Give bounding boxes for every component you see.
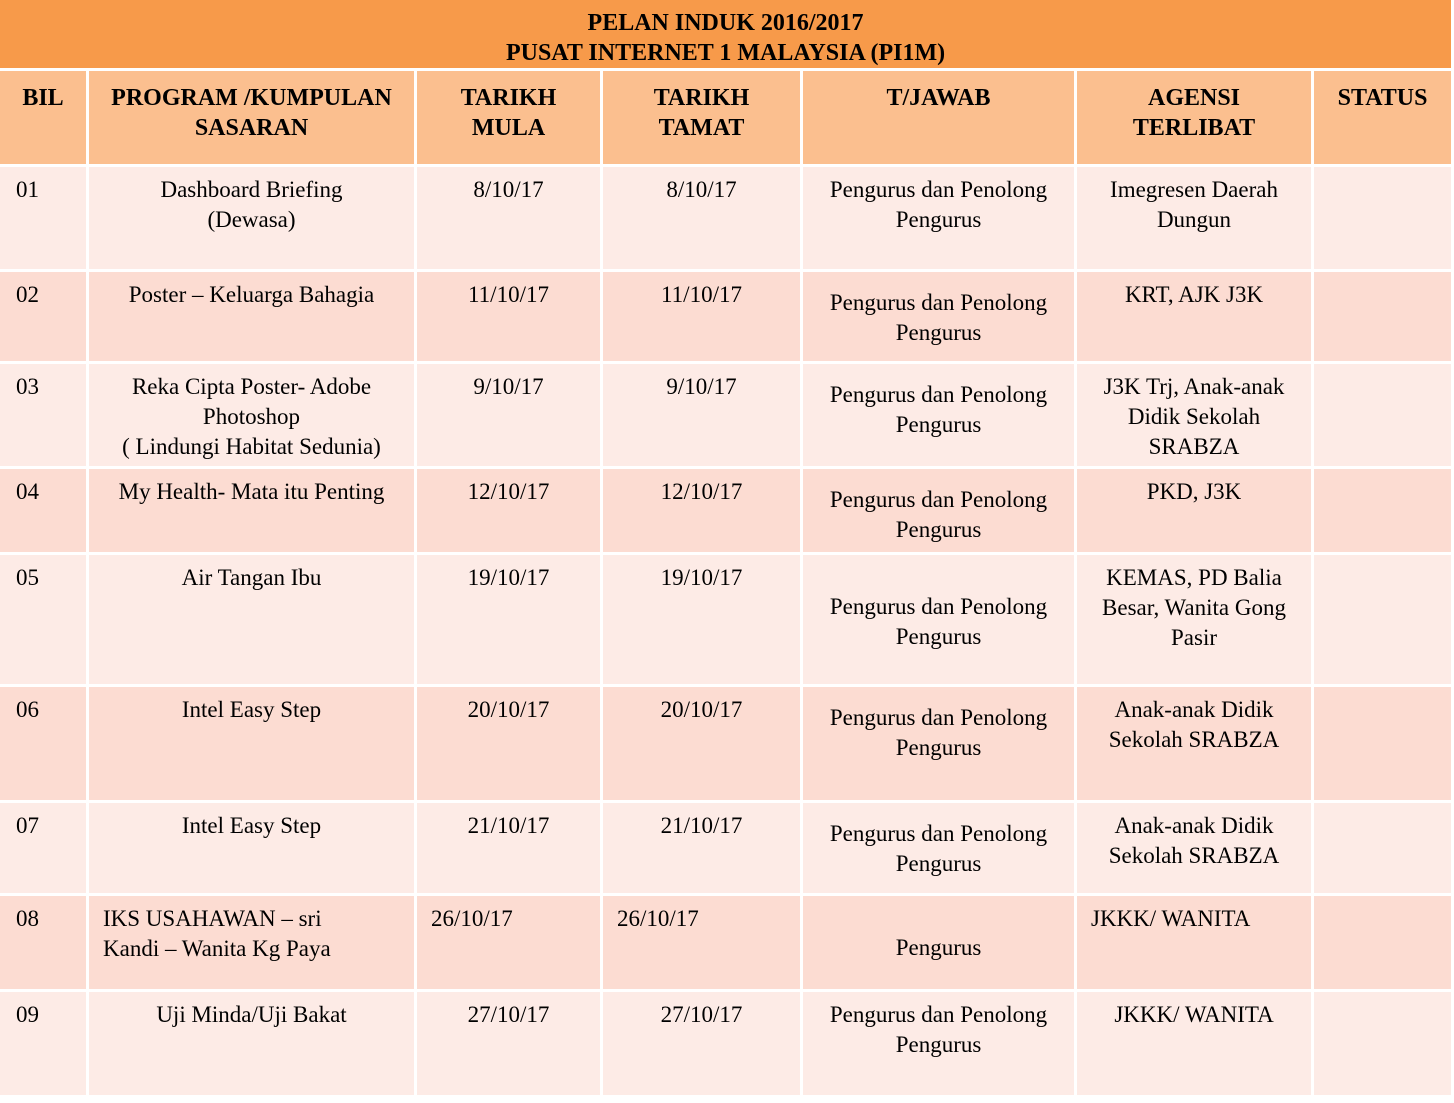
cell-tarikh-tamat: 20/10/17 [603, 687, 803, 803]
cell-program-line: Uji Minda/Uji Bakat [156, 1002, 347, 1027]
cell-agensi-line: JKKK/ WANITA [1114, 1002, 1274, 1027]
cell-program [89, 469, 417, 555]
cell-tarikh-mula: 19/10/17 [417, 555, 603, 687]
cell-tjawab-line: Pengurus dan Penolong [829, 290, 1048, 315]
cell-status [1314, 364, 1454, 469]
header-program: PROGRAM /KUMPULAN SASARAN [89, 71, 417, 167]
cell-tarikh-tamat: 19/10/17 [603, 555, 803, 687]
cell-tjawab-line: Pengurus dan Penolong [829, 821, 1048, 846]
cell-agensi-line: Sekolah SRABZA [1108, 727, 1280, 752]
cell-tjawab-line: Pengurus dan Penolong [829, 705, 1048, 730]
cell-tjawab-line: Pengurus dan Penolong [829, 1002, 1048, 1027]
cell-tarikh-mula: 26/10/17 [417, 896, 603, 992]
header-tarikh-mula: TARIKH MULA [417, 71, 603, 167]
cell-tjawab-line: Pengurus [895, 207, 982, 232]
cell-tarikh-tamat: 12/10/17 [603, 469, 803, 555]
cell-bil: 06 [0, 687, 89, 803]
cell-program-line: Reka Cipta Poster- Adobe [131, 374, 372, 399]
table-row [0, 167, 1454, 272]
cell-bil: 04 [0, 469, 89, 555]
table-row [0, 272, 1454, 364]
cell-tarikh-mula: 8/10/17 [417, 167, 603, 272]
cell-agensi-line: SRABZA [1148, 434, 1240, 459]
cell-status [1314, 469, 1454, 555]
cell-agensi [1077, 687, 1314, 803]
cell-agensi-line: Pasir [1171, 625, 1217, 650]
cell-tjawab [803, 364, 1077, 469]
cell-agensi-line: KRT, AJK J3K [1124, 282, 1264, 307]
cell-tjawab [803, 167, 1077, 272]
cell-bil: 01 [0, 167, 89, 272]
cell-tjawab-line: Pengurus [895, 517, 982, 542]
cell-status [1314, 803, 1454, 896]
cell-program [89, 272, 417, 364]
table-row [0, 896, 1454, 992]
cell-agensi-line: KEMAS, PD Balia [1106, 565, 1282, 590]
cell-tjawab [803, 896, 1077, 992]
cell-tjawab-line: Pengurus [895, 851, 982, 876]
cell-tjawab-line: Pengurus dan Penolong [829, 382, 1048, 407]
cell-tjawab [803, 555, 1077, 687]
title-line-2: PUSAT INTERNET 1 MALAYSIA (PI1M) [505, 40, 946, 66]
cell-program [89, 992, 417, 1098]
cell-agensi-line: JKKK/ WANITA [1091, 906, 1251, 931]
table-row [0, 555, 1454, 687]
title-line-1: PELAN INDUK 2016/2017 [587, 10, 864, 36]
cell-tjawab [803, 272, 1077, 364]
cell-tjawab-line: Pengurus [895, 412, 982, 437]
cell-agensi [1077, 469, 1314, 555]
cell-agensi-line: Sekolah SRABZA [1108, 843, 1280, 868]
cell-tarikh-tamat: 9/10/17 [603, 364, 803, 469]
cell-agensi-line: Didik Sekolah [1127, 404, 1261, 429]
cell-tjawab-line: Pengurus dan Penolong [829, 177, 1048, 202]
cell-status [1314, 167, 1454, 272]
cell-bil: 07 [0, 803, 89, 896]
cell-tarikh-tamat: 27/10/17 [603, 992, 803, 1098]
cell-tarikh-tamat: 26/10/17 [603, 896, 803, 992]
cell-program-line: Intel Easy Step [181, 697, 322, 722]
cell-tjawab-line: Pengurus [895, 624, 982, 649]
cell-program-line: ( Lindungi Habitat Sedunia) [122, 434, 381, 459]
cell-program [89, 555, 417, 687]
cell-agensi [1077, 555, 1314, 687]
cell-program-line: (Dewasa) [207, 207, 296, 232]
table-row [0, 803, 1454, 896]
cell-agensi-line: Imegresen Daerah [1110, 177, 1278, 202]
cell-agensi-line: J3K Trj, Anak-anak [1103, 374, 1285, 399]
header-status: STATUS [1314, 71, 1454, 167]
cell-program-line: Dashboard Briefing [160, 177, 343, 202]
cell-tjawab [803, 803, 1077, 896]
cell-bil: 02 [0, 272, 89, 364]
table-row [0, 364, 1454, 469]
cell-tjawab-line: Pengurus [895, 735, 982, 760]
cell-agensi-line: Besar, Wanita Gong [1102, 595, 1286, 620]
cell-tarikh-tamat: 8/10/17 [603, 167, 803, 272]
cell-status [1314, 896, 1454, 992]
cell-tarikh-mula: 20/10/17 [417, 687, 603, 803]
header-bil: BIL [0, 71, 89, 167]
cell-status [1314, 555, 1454, 687]
cell-bil: 09 [0, 992, 89, 1098]
cell-program [89, 803, 417, 896]
cell-tarikh-mula: 27/10/17 [417, 992, 603, 1098]
cell-agensi-line: Anak-anak Didik [1114, 813, 1274, 838]
table-row [0, 469, 1454, 555]
cell-tarikh-tamat: 21/10/17 [603, 803, 803, 896]
cell-agensi [1077, 992, 1314, 1098]
cell-tarikh-mula: 11/10/17 [417, 272, 603, 364]
header-tarikh-tamat: TARIKH TAMAT [603, 71, 803, 167]
header-agensi: AGENSI TERLIBAT [1077, 71, 1314, 167]
cell-program [89, 167, 417, 272]
cell-program-line: IKS USAHAWAN – sri [103, 906, 322, 931]
cell-tjawab-line: Pengurus [895, 935, 982, 960]
cell-bil: 03 [0, 364, 89, 469]
table-title [0, 0, 1454, 71]
cell-program [89, 896, 417, 992]
cell-tarikh-tamat: 11/10/17 [603, 272, 803, 364]
cell-tjawab-line: Pengurus dan Penolong [829, 487, 1048, 512]
cell-agensi-line: PKD, J3K [1146, 479, 1242, 504]
cell-agensi [1077, 272, 1314, 364]
cell-tarikh-mula: 21/10/17 [417, 803, 603, 896]
cell-tjawab-line: Pengurus [895, 1032, 982, 1057]
cell-tarikh-mula: 12/10/17 [417, 469, 603, 555]
cell-agensi [1077, 803, 1314, 896]
cell-agensi [1077, 896, 1314, 992]
header-row [0, 71, 1454, 167]
cell-tjawab [803, 687, 1077, 803]
cell-program-line: Photoshop [202, 404, 301, 429]
cell-program-line: Air Tangan Ibu [181, 565, 322, 590]
cell-status [1314, 992, 1454, 1098]
cell-bil: 08 [0, 896, 89, 992]
cell-tarikh-mula: 9/10/17 [417, 364, 603, 469]
cell-agensi [1077, 167, 1314, 272]
header-tjawab: T/JAWAB [803, 71, 1077, 167]
cell-program-line: Kandi – Wanita Kg Paya [103, 936, 331, 961]
cell-program-line: Poster – Keluarga Bahagia [128, 282, 375, 307]
cell-agensi-line: Anak-anak Didik [1114, 697, 1274, 722]
cell-program [89, 687, 417, 803]
cell-bil: 05 [0, 555, 89, 687]
table-row [0, 992, 1454, 1098]
title-row [0, 0, 1454, 71]
cell-agensi-line: Dungun [1156, 207, 1232, 232]
cell-tjawab [803, 469, 1077, 555]
table-row [0, 687, 1454, 803]
cell-program-line: Intel Easy Step [181, 813, 322, 838]
cell-status [1314, 687, 1454, 803]
cell-program [89, 364, 417, 469]
cell-agensi [1077, 364, 1314, 469]
cell-tjawab-line: Pengurus [895, 320, 982, 345]
cell-tjawab [803, 992, 1077, 1098]
cell-status [1314, 272, 1454, 364]
cell-program-line: My Health- Mata itu Penting [118, 479, 385, 504]
cell-tjawab-line: Pengurus dan Penolong [829, 594, 1048, 619]
